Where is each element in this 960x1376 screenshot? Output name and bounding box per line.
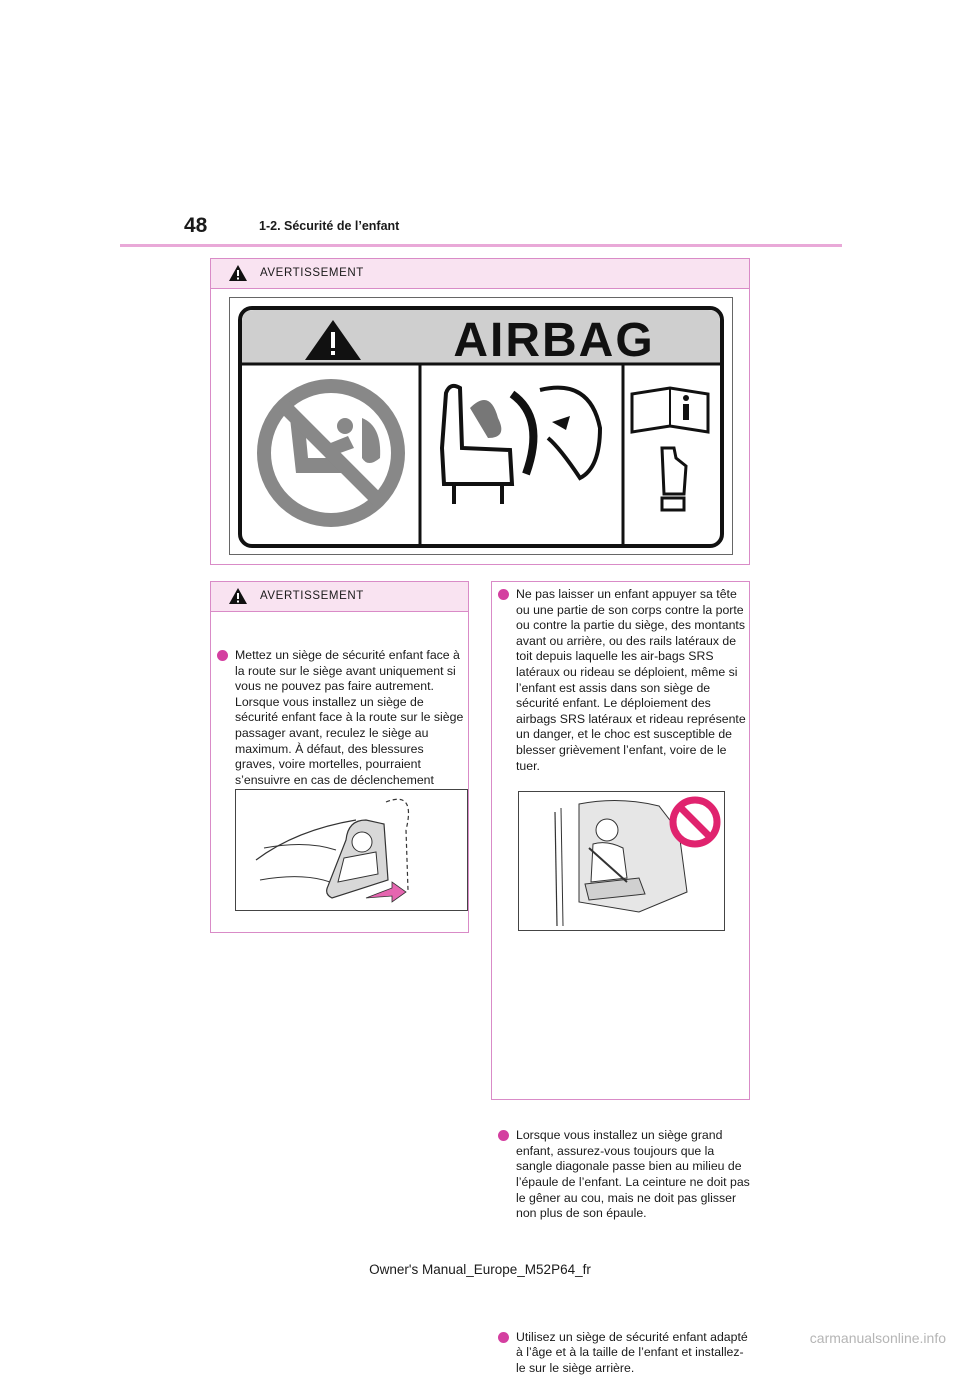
airbag-label-image — [229, 297, 733, 555]
warning-header — [211, 259, 749, 289]
watermark: carmanualsonline.info — [809, 1330, 946, 1346]
bullet-icon — [498, 589, 509, 600]
header-rule — [120, 244, 842, 247]
warning-label: AVERTISSEMENT — [260, 267, 364, 279]
page-number: 48 — [184, 214, 208, 237]
warning-label: AVERTISSEMENT — [260, 590, 364, 602]
bullet-icon — [498, 1332, 509, 1343]
airbag-warning-box — [210, 258, 750, 565]
booster-seat-image — [518, 791, 725, 931]
warning-bullet: Ne pas laisser un enfant appuyer sa tête ou une partie de son corps contre la porte ou contre la partie du siège, des montants avant ou arrière, ou des rails latéraux de toit depuis laquelle les air-bags SRS latéraux ou rideau se déploient, même si l’enfant est assis dans son siège de sécurité enfant. Le déploiement des airbags SRS latéraux et rideau représente un danger, et le choc est susceptible de blesser grièvement l’enfant, voire de le tuer. — [498, 587, 752, 774]
warning-header — [211, 582, 468, 612]
child-seat-front-image — [235, 789, 468, 911]
footer-text: Owner's Manual_Europe_M52P64_fr — [369, 1262, 591, 1277]
airbag-text: AIRBAG — [453, 314, 655, 367]
warning-bullet: Utilisez un siège de sécurité enfant adapté à l’âge et à la taille de l’enfant et installez-le sur le siège arrière. — [498, 1330, 752, 1376]
warning-bullet: Lorsque vous installez un siège grand enfant, assurez-vous toujours que la sangle diagonale passe bien au milieu de l’épaule de l’enfant. La ceinture ne doit pas le gêner au cou, mais ne doit pas glisser non plus de son épaule. — [498, 1128, 752, 1222]
booster-seat-illustration — [519, 792, 724, 930]
bullet-icon — [217, 650, 228, 661]
child-seat-front-illustration — [236, 790, 467, 910]
prohibit-icon — [673, 800, 717, 844]
warning-triangle-icon — [228, 264, 248, 282]
child-seat-warning-box — [210, 581, 469, 933]
warning-triangle-icon — [228, 587, 248, 605]
section-title: 1-2. Sécurité de l’enfant — [259, 219, 400, 233]
bullet-icon — [498, 1130, 509, 1141]
right-warning-box — [491, 581, 750, 1375]
warning-paragraph: Mettez un siège de sécurité enfant face à la route sur le siège avant uniquement si vous ne pouvez pas faire autrement. Lorsque vous installez un siège de sécurité enfant face à la route sur le siège passager avant, reculez le siège au maximum. À défaut, des blessures graves, voire mortelles, pourraient s’ensuivre en cas de déclenchement — [217, 648, 467, 804]
airbag-label-graphic — [230, 298, 732, 554]
